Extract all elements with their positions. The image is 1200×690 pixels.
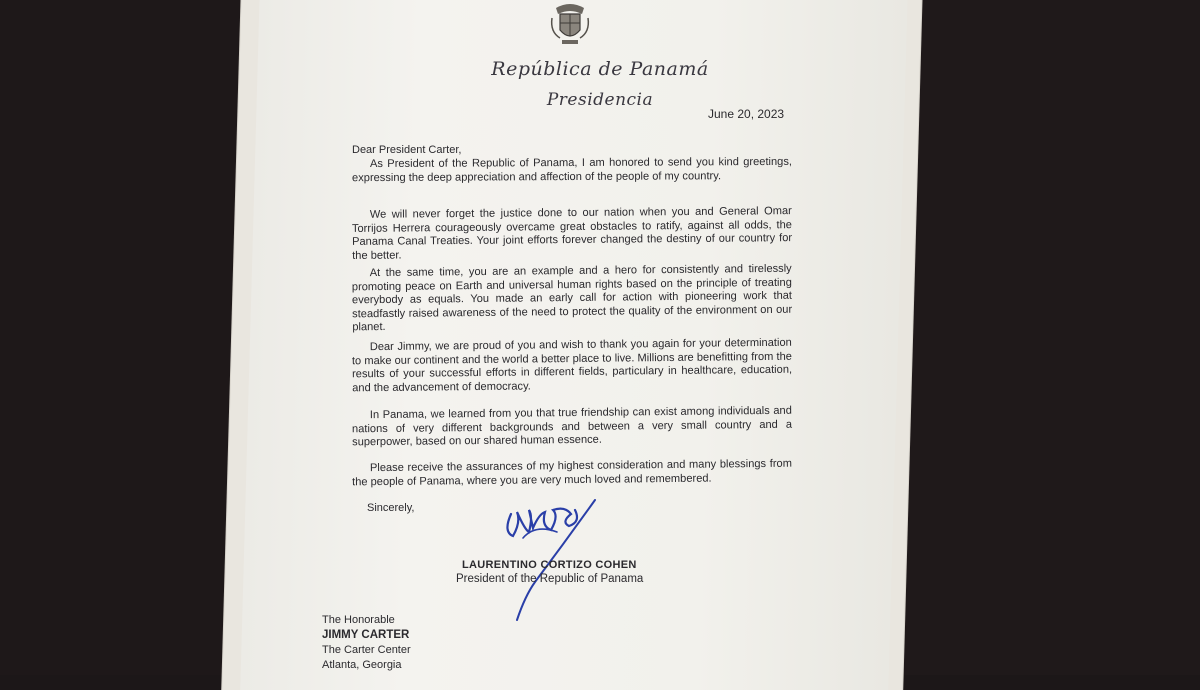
recipient-location: Atlanta, Georgia bbox=[322, 659, 402, 671]
coat-of-arms-icon bbox=[546, 2, 594, 46]
closing: Sincerely, bbox=[367, 502, 415, 514]
recipient-name: JIMMY CARTER bbox=[322, 629, 410, 641]
paragraph-1: As President of the Republic of Panama, I am honored to send you kind greetings, expressing the deep appreciation and affection of the people of my country. bbox=[352, 155, 792, 184]
salutation: Dear President Carter, bbox=[352, 144, 462, 156]
letterhead-republic: República de Panamá bbox=[491, 58, 709, 80]
signer-title: President of the Republic of Panama bbox=[456, 573, 644, 585]
recipient-honorific: The Honorable bbox=[322, 614, 395, 626]
paragraph-4: Dear Jimmy, we are proud of you and wish to thank you again for your determination to make our continent and the world a better place to live. Millions are benefitting from the results of your successful efforts in different fields, particulary in healthcare, education, and the advancement of democracy. bbox=[351, 336, 793, 395]
paragraph-2: We will never forget the justice done to our nation when you and General Omar Torrijos Herrera courageously overcame great obstacles to ratify, against all odds, the Panama Canal Treaties. Your joint efforts forever changed the destiny of our country for the better. bbox=[351, 205, 793, 262]
handwritten-signature bbox=[495, 492, 615, 622]
paragraph-6: Please receive the assurances of my highest consideration and many blessings from the people of Panama, where you are very much loved and remembered. bbox=[352, 457, 792, 488]
paragraph-5: In Panama, we learned from you that true friendship can exist among individuals and nations of very different backgrounds and between a very small country and a superpower, based on our shared human essence. bbox=[351, 404, 793, 449]
letterhead-presidency: Presidencia bbox=[546, 90, 654, 110]
signer-name: LAURENTINO CORTIZO COHEN bbox=[462, 559, 637, 571]
letter-date: June 20, 2023 bbox=[708, 107, 785, 121]
paragraph-3: At the same time, you are an example and a hero for consistently and tirelessly promoting peace on Earth and universal human rights based on the principle of treating everybody as equals. You made an early call for action with pioneering work that steadfastly raised awareness of the need to protect the quality of the environment on our planet. bbox=[351, 262, 793, 334]
recipient-organization: The Carter Center bbox=[322, 644, 411, 656]
